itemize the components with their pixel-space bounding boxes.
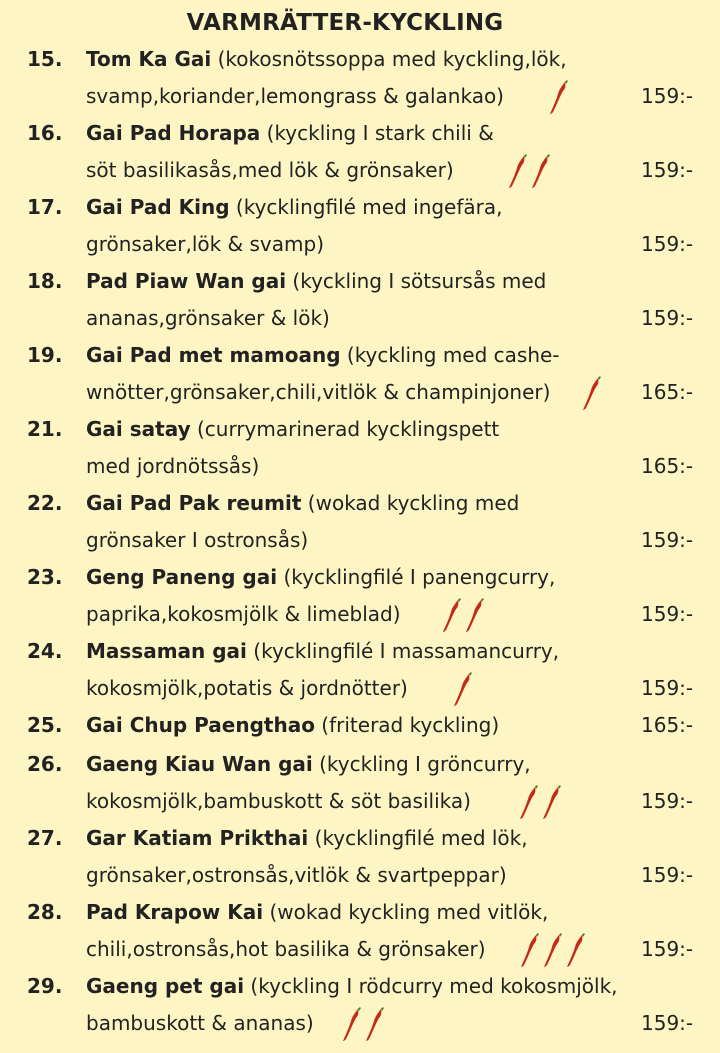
item-name: Gar Katiam Prikthai xyxy=(86,826,309,850)
item-description: (kycklingfilé I panengcurry, xyxy=(277,565,556,589)
item-line-1 xyxy=(86,821,528,856)
item-number: 28. xyxy=(27,900,63,924)
item-description-cont: grönsaker I ostronsås) xyxy=(86,528,309,552)
item-price: 165:- xyxy=(641,380,694,404)
chili-pepper-icon xyxy=(452,671,474,709)
chili-pepper-icon xyxy=(507,153,529,191)
item-line-1 xyxy=(86,190,503,225)
spice-level xyxy=(341,1006,387,1044)
item-description-cont: kokosmjölk,potatis & jordnötter) xyxy=(86,676,408,700)
item-description-cont: söt basilikasås,med lök & grönsaker) xyxy=(86,158,454,182)
menu-item xyxy=(0,895,720,969)
chili-pepper-icon xyxy=(541,784,563,822)
item-number: 26. xyxy=(27,752,63,776)
chili-pepper-icon xyxy=(518,784,540,822)
item-number: 29. xyxy=(27,974,63,998)
item-number: 24. xyxy=(27,639,63,663)
item-price: 159:- xyxy=(641,676,694,700)
menu-item xyxy=(0,190,720,264)
item-price: 159:- xyxy=(641,84,694,108)
chili-pepper-icon xyxy=(464,597,486,635)
item-description: (kycklingfilé med ingefära, xyxy=(229,195,503,219)
item-price: 165:- xyxy=(641,713,694,737)
chili-pepper-icon xyxy=(542,932,564,970)
chili-pepper-icon xyxy=(565,932,587,970)
menu-item xyxy=(0,264,720,338)
menu-item xyxy=(0,338,720,412)
item-line-1 xyxy=(86,412,499,447)
item-description: (wokad kyckling med vitlök, xyxy=(263,900,549,924)
item-description: (wokad kyckling med xyxy=(301,491,520,515)
spice-level xyxy=(507,153,553,191)
item-name: Pad Krapow Kai xyxy=(86,900,264,924)
item-name: Gaeng Kiau Wan gai xyxy=(86,752,313,776)
item-description-cont: grönsaker,ostronsås,vitlök & svartpeppar) xyxy=(86,863,507,887)
item-name: Gai Pad Pak reumit xyxy=(86,491,302,515)
item-number: 25. xyxy=(27,713,63,737)
item-name: Gai Pad met mamoang xyxy=(86,343,341,367)
item-name: Geng Paneng gai xyxy=(86,565,278,589)
chili-pepper-icon xyxy=(548,79,570,117)
item-number: 18. xyxy=(27,269,63,293)
chili-pepper-icon xyxy=(364,1006,386,1044)
item-name: Pad Piaw Wan gai xyxy=(86,269,287,293)
item-description-cont: wnötter,grönsaker,chili,vitlök & champinjoner) xyxy=(86,380,551,404)
chili-pepper-icon xyxy=(441,597,463,635)
item-number: 17. xyxy=(27,195,63,219)
item-description: (kokosnötssoppa med kyckling,lök, xyxy=(211,47,567,71)
menu-item xyxy=(0,116,720,190)
item-price: 159:- xyxy=(641,937,694,961)
spice-level xyxy=(581,375,604,413)
item-number: 22. xyxy=(27,491,63,515)
item-name: Tom Ka Gai xyxy=(86,47,212,71)
menu-item xyxy=(0,969,720,1043)
item-line-1 xyxy=(86,747,531,782)
item-name: Gai Chup Paengthao xyxy=(86,713,315,737)
item-price: 159:- xyxy=(641,158,694,182)
spice-level xyxy=(548,79,571,117)
item-description-cont: ananas,grönsaker & lök) xyxy=(86,306,330,330)
item-description: (kycklingfilé I massamancurry, xyxy=(246,639,560,663)
item-price: 159:- xyxy=(641,789,694,813)
item-description-cont: paprika,kokosmjölk & limeblad) xyxy=(86,602,401,626)
item-description: (friterad kyckling) xyxy=(314,713,500,737)
item-description: (kyckling I gröncurry, xyxy=(312,752,531,776)
spice-level xyxy=(452,671,475,709)
menu-item xyxy=(0,412,720,486)
item-number: 16. xyxy=(27,121,63,145)
item-description: (kyckling I sötsursås med xyxy=(286,269,547,293)
item-price: 159:- xyxy=(641,602,694,626)
item-price: 159:- xyxy=(641,306,694,330)
spice-level xyxy=(441,597,487,635)
item-line-1 xyxy=(86,560,555,595)
spice-level xyxy=(519,932,588,970)
item-line-1 xyxy=(86,486,519,521)
item-line-1 xyxy=(86,895,548,930)
item-description-cont: chili,ostronsås,hot basilika & grönsaker) xyxy=(86,937,486,961)
item-description: (kyckling I rödcurry med kokosmjölk, xyxy=(244,974,618,998)
item-price: 159:- xyxy=(641,863,694,887)
item-description-cont: kokosmjölk,bambuskott & söt basilika) xyxy=(86,789,471,813)
item-price: 159:- xyxy=(641,528,694,552)
item-description: (kycklingfilé med lök, xyxy=(308,826,528,850)
item-number: 23. xyxy=(27,565,63,589)
item-description-cont: svamp,koriander,lemongrass & galankao) xyxy=(86,84,504,108)
item-line-1 xyxy=(86,708,499,743)
item-name: Gaeng pet gai xyxy=(86,974,245,998)
item-name: Gai satay xyxy=(86,417,191,441)
menu-item xyxy=(0,560,720,634)
menu-item xyxy=(0,486,720,560)
menu-title: VARMRÄTTER-KYCKLING xyxy=(186,10,504,36)
menu-item xyxy=(0,821,720,895)
menu-item xyxy=(0,747,720,821)
item-line-1 xyxy=(86,338,560,373)
chili-pepper-icon xyxy=(519,932,541,970)
item-name: Massaman gai xyxy=(86,639,247,663)
item-line-1 xyxy=(86,969,618,1004)
item-number: 21. xyxy=(27,417,63,441)
spice-level xyxy=(518,784,564,822)
item-number: 27. xyxy=(27,826,63,850)
item-description: (kyckling I stark chili & xyxy=(260,121,494,145)
item-price: 165:- xyxy=(641,454,694,478)
chili-pepper-icon xyxy=(581,375,603,413)
item-line-1 xyxy=(86,634,559,669)
item-description-cont: med jordnötssås) xyxy=(86,454,260,478)
item-price: 159:- xyxy=(641,1011,694,1035)
menu-item xyxy=(0,42,720,116)
chili-pepper-icon xyxy=(341,1006,363,1044)
item-description: (kyckling med cashe- xyxy=(340,343,560,367)
item-line-1 xyxy=(86,116,494,151)
item-description-cont: bambuskott & ananas) xyxy=(86,1011,314,1035)
chili-pepper-icon xyxy=(530,153,552,191)
menu-item xyxy=(0,634,720,708)
item-number: 15. xyxy=(27,47,63,71)
item-name: Gai Pad King xyxy=(86,195,230,219)
item-line-1 xyxy=(86,42,567,77)
item-line-1 xyxy=(86,264,546,299)
item-name: Gai Pad Horapa xyxy=(86,121,261,145)
item-price: 159:- xyxy=(641,232,694,256)
item-description: (currymarinerad kycklingspett xyxy=(190,417,500,441)
item-number: 19. xyxy=(27,343,63,367)
item-description-cont: grönsaker,lök & svamp) xyxy=(86,232,324,256)
